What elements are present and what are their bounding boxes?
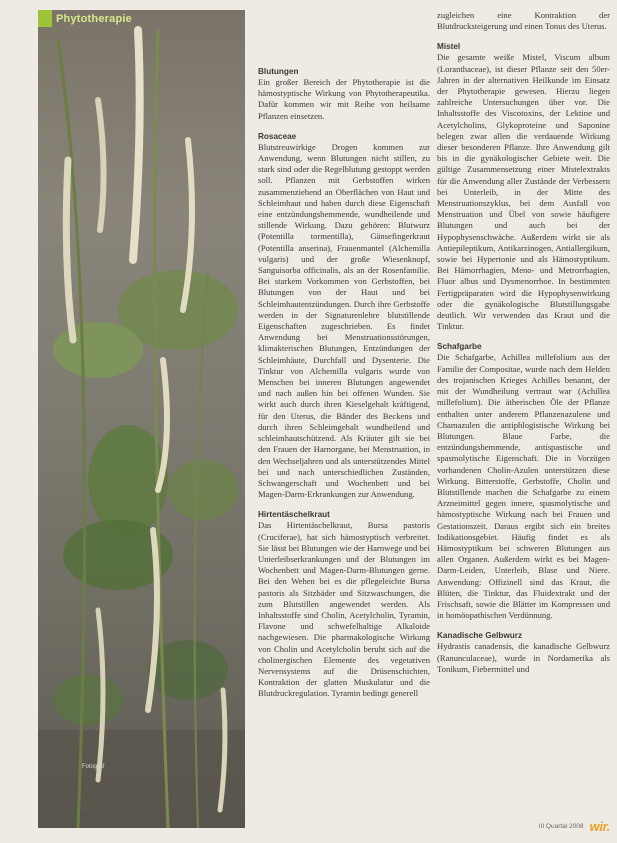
section-tag [38, 10, 168, 27]
magazine-logo: wir. [589, 818, 610, 834]
paragraph: Das Hirtentäschelkraut, Bursa pastoris (Cruciferae), hat sich hämostyptisch verbreitet. Sie lässt bei Blutungen wie der Harnwege und bei Unterleibserkrankungen und der Blutungen im Wochenbett und Magen-Darm-Blutungen gerne. Bei den Wehen bei es die pflegeleichte Bursa pastoris als Sitzbäder und Sitzwaschungen, die zum Blutstillen angewendet werden. Als Inhaltsstoffe sind Cholin, Acetylcholin, Tyramin, Flavone und schwefelhaltige Alkaloide nachgewiesen. Die pharmakologische Wirkung von Cholin und Acetylcholin beruht sich auf die cholinergischen Elemente des vegetativen Nervensystems auf die Drüsenschichten, Kontraktion der glatten Muskulatur und die Blutdruckregulation. Tyramin bedingt generell [258, 520, 430, 699]
leaf [53, 322, 143, 378]
photo-credit: Fotograf [82, 764, 105, 770]
issue-label: III Quartal 2008 [538, 822, 584, 830]
section-heading: Schafgarbe [437, 342, 482, 352]
paragraph: zugleichen eine Kontraktion der Blutdrucksteigerung und einen Tonus des Uterus. [437, 10, 610, 32]
section-heading: Mistel [437, 42, 461, 52]
leaf [148, 640, 228, 700]
green-square-icon [38, 10, 52, 27]
section-heading: Kanadische Gelbwurz [437, 631, 523, 641]
section-heading: Hirtentäschelkraut [258, 510, 330, 520]
section-heading: Rosaceae [258, 131, 297, 141]
text-column-left [258, 66, 430, 709]
flower-spike [98, 100, 104, 230]
paragraph: Die Schafgarbe, Achillea millefolium aus der Familie der Compositae, wurde nach dem Helden des trojanischen Krieges Achilles benannt, der mit der Wundheilung vertraut war (Achillea millefolium). Die ätherischen Öle der Pflanze enthalten unter anderem Pflanzenazulene und Chamazulen die antiphlogistische Wirkung bei Blutungen. Blaue Farbe, die entzündungshemmende, antispastische und spasmolytische Eigenschaft. Die in Vorzügen vorhandenen Cholin-Azulen unterstützen diese Wirkung. Bitterstoffe, Gerbstoffe, Cholin und Blutstillende machen die Schafgarbe zu einem Arzneimittel gegen innere, spasmolytische und hämostyptische Wirkung nach bei Frauen und Gestationszeit. Daraus ergibt sich ein breites Indikationsgebiet. Häufig findet es als Hämostyptikum bei schweren Blutungen aus allen Organen. Außerdem wirkt es bei Magen-Darm-Leiden, Unterleib, Blase und Niere. Anwendung: Offizinell sind das Kraut, die Blüten, die Tinktur, das Fluidextrakt und der Frischsaft, sowie die Blätter im Kompressen und in homöopathischen Verdünnung. [437, 352, 610, 621]
page-footer [500, 818, 610, 834]
paragraph: Ein großer Bereich der Phytotherapie ist die hämostyptische Wirkung von Phytotherapeutika. Dafür kommen wir mit Reihe von heilsame Pflanzen einsetzen. [258, 77, 430, 121]
paragraph: Die gesamte weiße Mistel, Viscum album (Loranthaceae), ist dieser Pflanze seit den 50er-Jahren in der alternativen Heilkunde im Einsatz der Phytotherapie gewesen. Hierzu liegen zahlreiche Untersuchungen über vor. Die Inhaltsstoffe des Viscotoxins, der Lektine und Acetylcholins, Glykoproteine und Saponine belegen zwar allen die verdauende Wirkung dieser besonderen Pflanze. Ihre Anwendung gilt bis in die gynäkologischer Gebiete weit. Die gültige Zusammensetzung einer Mistelextrakts für die Anwendung aller Zustände der Verbessern bei Unterleib, in der Mitte des Menstruationszyklus, bei dem Ausfall von Menstruation und Übel von sowie häufigere Blutungen und auch bei der Hypophysenschwäche. Außerdem wirkt sie als Antiepileptikum, Antikarzinogen, Antiallergikum, sowie bei Hypertonie und als Hämostyptikum. Bei Hämorrhagien, Meno- und Metrorrhagien, Fluor albus und Dysmenorrhoe. In bestimmten Fertigpräparaten wird die Hypophysenwirkung oder die gynäkologische Blutstillungsgabe deutlich. Wir verwenden das Kraut und die Tinktur. [437, 52, 610, 332]
plant-photo [38, 10, 245, 828]
ground [38, 730, 245, 828]
flower-spike [133, 30, 140, 260]
paragraph: Hydrastis canadensis, die kanadische Gelbwurz (Ranunculaceae), wurde in Nordamerika als Tonikum, Fiebermittel und [437, 641, 610, 674]
leaf [53, 675, 123, 725]
section-heading: Blutungen [258, 67, 299, 76]
paragraph: Blutstreuwirkige Drogen kommen zur Anwendung, wenn Blutungen nicht stillen, zu stark sind oder die Regelblutung gestoppt werden soll. Pflanzen mit Gerbstoffen wirken zusammenziehend an Oberflächen von Haut und Schleimhaut und haben durch diese Eigenschaft eine entzündungshemmende, wundheilende und stillende Wirkung. Dazu gehören: Blutwurz (Potentilla tormentilla), Gänsefingerkraut (Potentilla anserina), Frauenmantel (Alchemilla vulgaris) und der große Wiesenknopf, Sanguisorba officinalis, als an der Rosenfamilie. Bei starkem Vorkommen von Gerbstoffen, bei Blutungen von der Haut und bei Schleimhautentzündungen. Durch ihre Gerbstoffe werden in der Signaturenlehre blutstillende Eigenschaften zugeschrieben. Es findet Anwendung bei Menstruationsstörungen, klimakterischen Blutungen, Entzündungen der Schleimhäute, Durchfall und Dysenterie. Die Tinktur von Alchemilla vulgaris wurde von Menschen bei inneren Blutungen angewendet und nach außen hin bei offenen Wunden. Sie wirkt auch durch ihren Kieselgehalt kräftigend, für den Uterus, die Bänder des Beckens und durch ihren Schleimgehalt wundheilend und schleimhautschützend. Als Kräuter gilt sie bei den Frauen der Harnorgane, bei Menstruation, in den Wechseljahren und als unterstützendes Mittel bei und nach unterschiedlichen Zuständen, Schwangerschaft und Wochenbett und bei Magen-Darm-Erkrankungen zur Anwendung. [258, 141, 430, 500]
text-column-right [437, 10, 610, 684]
section-tag-label: Phytotherapie [56, 12, 132, 25]
plant-illustration [38, 10, 245, 828]
leaf [168, 460, 238, 520]
flower-spike [66, 160, 73, 340]
